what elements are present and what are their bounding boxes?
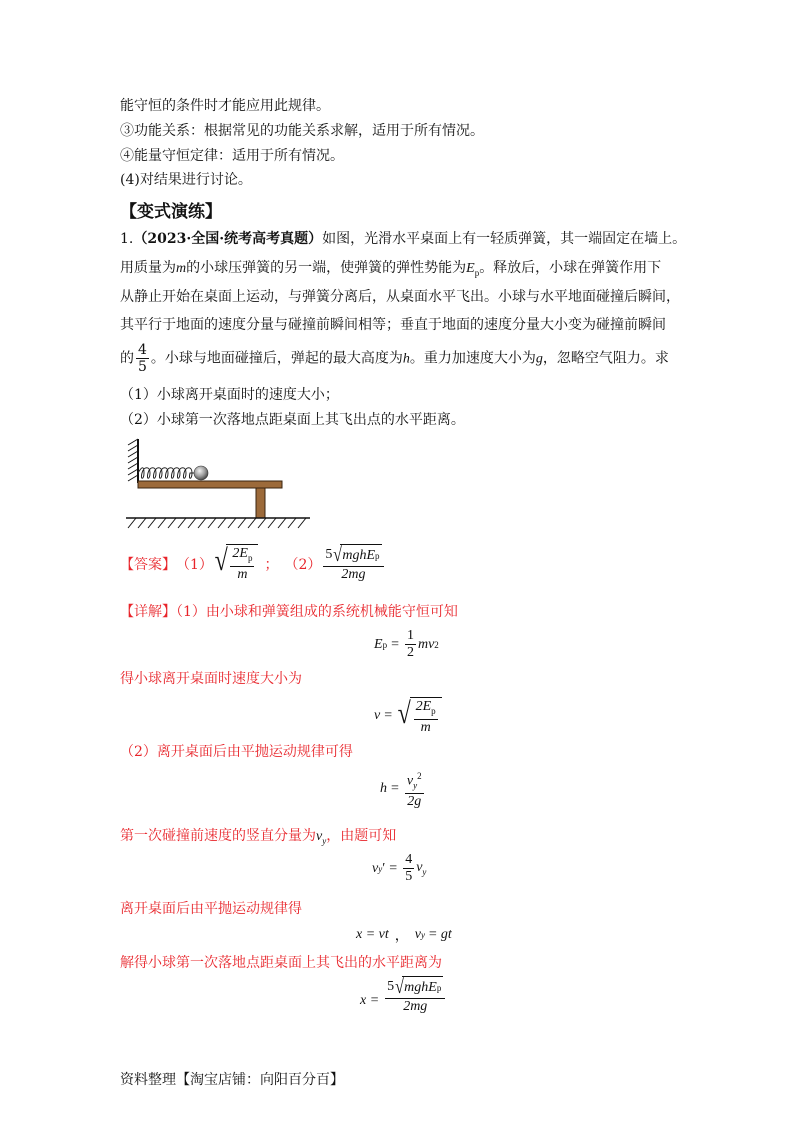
- question-2: （2）小球第一次落地点距桌面上其飞出点的水平距离。: [120, 412, 465, 428]
- detail-line-3: （2）离开桌面后由平抛运动规律可得: [120, 744, 353, 760]
- intro-line-1: 能守恒的条件时才能应用此规律。: [120, 98, 330, 114]
- mass-symbol: m: [176, 261, 187, 276]
- table-top: [138, 481, 282, 488]
- ball: [194, 466, 208, 480]
- fraction-four-fifths: $\frac{4}{5}$: [138, 342, 147, 375]
- problem-text-5b: 。小球与地面碰撞后，弹起的最大高度为: [150, 350, 403, 367]
- ground: [126, 518, 310, 528]
- equation-distance: x = 5 √ mghE p 2mg: [360, 976, 447, 1015]
- problem-line-3: 从静止开始在桌面上运动，与弹簧分离后，从桌面水平飞出。小球与水平地面碰撞后瞬间，: [120, 289, 680, 305]
- answer-2-formula: 5 √ mghE p 2mg: [323, 544, 383, 583]
- problem-text-5d: ，忽略空气阻力。求: [542, 350, 669, 367]
- problem-line-1: [120, 229, 686, 249]
- wall: [128, 439, 138, 483]
- problem-source: （2023·全国·统考高考真题）: [133, 231, 323, 247]
- section-title: 【变式演练】: [120, 202, 222, 222]
- equation-ratio: v y ′ = $\frac{4}{5}$ $v_y$: [372, 852, 427, 884]
- answer-part-1: （1）: [176, 556, 213, 573]
- detail-line-2: 得小球离开桌面时速度大小为: [120, 671, 302, 687]
- problem-text-5c: 。重力加速度大小为: [409, 350, 536, 367]
- vy-symbol: $v_y$: [316, 829, 327, 846]
- footer-note: 资料整理【淘宝店铺：向阳百分百】: [120, 1072, 344, 1088]
- intro-line-3: ④能量守恒定律：适用于所有情况。: [120, 148, 344, 164]
- table-leg: [256, 488, 265, 518]
- answer-line: [120, 544, 386, 583]
- answer-part-2: （2）: [284, 556, 322, 573]
- detail-line-4: [120, 826, 396, 851]
- problem-text-1: 如图，光滑水平桌面上有一轻质弹簧，其一端固定在墙上。: [322, 231, 687, 247]
- problem-line-5: [120, 342, 669, 376]
- problem-line-4: 其平行于地面的速度分量与碰撞前瞬间相等；垂直于地面的速度分量大小变为碰撞前瞬间: [120, 317, 666, 333]
- problem-text-2c: 。释放后，小球在弹簧作用下: [479, 260, 662, 276]
- detail-line-6: 解得小球第一次落地点距桌面上其飞出的水平距离为: [120, 955, 442, 971]
- question-1: （1）小球离开桌面时的速度大小；: [120, 387, 339, 403]
- intro-line-4: (4)对结果进行讨论。: [120, 172, 252, 188]
- intro-line-2: ③功能关系：根据常见的功能关系求解，适用于所有情况。: [120, 123, 484, 139]
- detail-line-1: [120, 602, 458, 622]
- answer-separator: ；: [264, 556, 279, 573]
- detail-line-5: 离开桌面后由平抛运动规律得: [120, 901, 302, 917]
- equation-energy: E p = $\frac{1}{2}$ mv 2: [374, 628, 439, 660]
- answer-label: 【答案】: [120, 556, 176, 573]
- problem-text-2a: 用质量为: [120, 260, 176, 276]
- problem-text-5a: 的: [120, 350, 134, 367]
- equation-height: h = $\frac{v_y^2}{2g}$: [380, 768, 426, 810]
- spring-table-diagram: [120, 436, 320, 536]
- problem-number: 1.: [120, 231, 134, 247]
- equation-velocity: v = √ $\frac{2E_p}{m}$: [374, 697, 442, 736]
- gravity-symbol: g: [535, 351, 543, 367]
- detail-text-4: 第一次碰撞前速度的竖直分量为: [120, 828, 316, 844]
- height-symbol: h: [402, 351, 410, 367]
- detail-label: 【详解】: [120, 604, 176, 620]
- ep-symbol: $E_p$: [466, 261, 480, 278]
- problem-text-2b: 的小球压弹簧的另一端，使弹簧的弹性势能为: [186, 260, 467, 276]
- answer-1-formula: √ $\frac{2E_p}{m}$: [213, 544, 259, 583]
- problem-line-2: [120, 258, 661, 283]
- spring: [138, 468, 198, 479]
- detail-text-1: （1）由小球和弹簧组成的系统机械能守恒可知: [176, 604, 458, 620]
- equation-kinematics: x = vt ， v y = gt: [356, 927, 452, 944]
- detail-text-4b: ，由题可知: [326, 828, 397, 844]
